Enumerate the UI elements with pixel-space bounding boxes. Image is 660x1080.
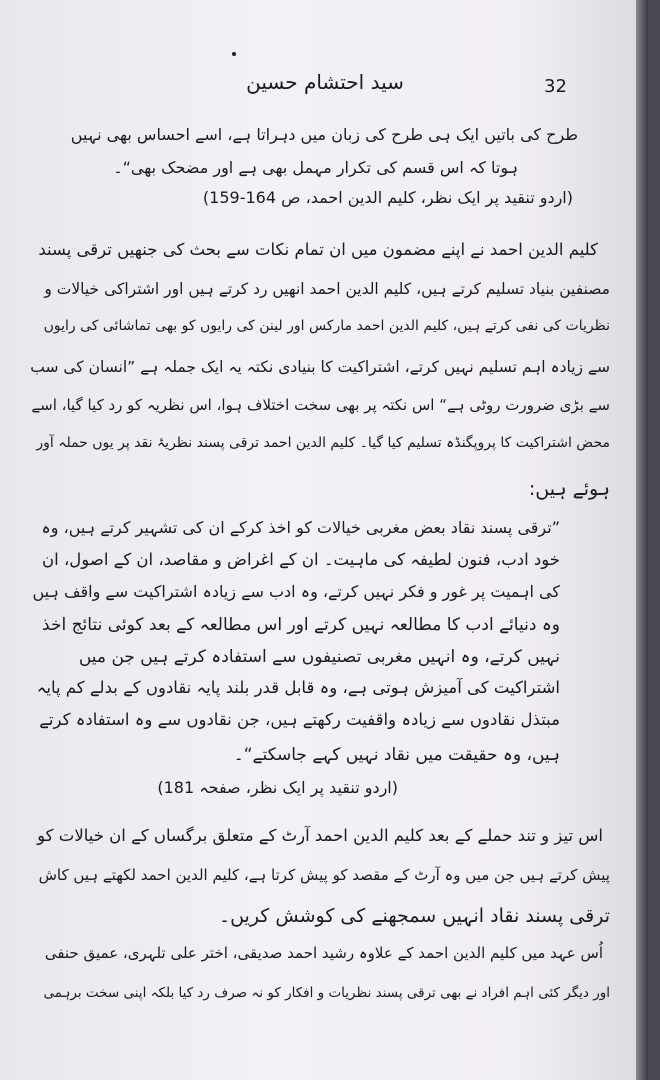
paragraph-line: ہوئے ہیں:: [528, 478, 610, 500]
paragraph-line: اور دیگر کئی اہم افراد نے بھی ترقی پسند نظریات و افکار کو نہ صرف رد کیا بلکہ اپنی سخت برہمی: [43, 985, 610, 1001]
running-header-title: سید احتشام حسین: [246, 70, 404, 94]
paragraph-line: مصنفین بنیاد تسلیم کرتے ہیں، کلیم الدین احمد انھیں رد کرتے ہیں اور اشتراکی خیالات و: [44, 280, 610, 298]
opening-quote-line: ہوتا کہ اس قسم کی تکرار مہمل بھی ہے اور مضحک بھی“۔: [113, 158, 518, 177]
opening-citation: (اردو تنقید پر ایک نظر، کلیم الدین احمد، ص 164-159): [202, 188, 573, 207]
block-quote-line: خود ادب، فنون لطیفہ کی ماہیت۔ ان کے اغراض و مقاصد، ان کے اصول، ان: [42, 550, 560, 569]
block-quote-citation: (اردو تنقید پر ایک نظر، صفحہ 181): [157, 778, 398, 797]
paragraph-line: سے بڑی ضرورت روٹی ہے“ اس نکتہ پر بھی سخت اختلاف ہوا، اس نظریہ کو رد کیا گیا، اسے: [31, 396, 610, 414]
ink-dot: [232, 52, 236, 56]
paragraph-line: پیش کرتے ہیں جن میں وہ آرٹ کے مقصد کو پیش کرتا ہے، کلیم الدین احمد لکھتے ہیں کاش: [38, 866, 610, 884]
paragraph-line: اُس عہد میں کلیم الدین احمد کے علاوہ رشید احمد صدیقی، اختر علی تلہری، عمیق حنفی: [44, 944, 603, 962]
block-quote-line: مبتذل نقادوں سے زیادہ واقفیت رکھتے ہیں، جن نقادوں سے وہ استفادہ کرتے: [39, 710, 560, 729]
paragraph-line: ترقی پسند نقاد انہیں سمجھنے کی کوشش کریں۔: [218, 905, 610, 927]
block-quote-line: ہیں، وہ حقیقت میں نقاد نہیں کہے جاسکتے“۔: [233, 745, 560, 765]
paragraph-line: نظریات کی نفی کرتے ہیں، کلیم الدین احمد مارکس اور لینن کی رایوں کو بھی تماشائی کی رایوں: [43, 318, 610, 334]
page-number: 32: [544, 76, 567, 97]
block-quote-line: وہ دنیائے ادب کا مطالعہ نہیں کرتے اور اس مطالعہ کے بعد کوئی نتائج اخذ: [42, 615, 560, 635]
block-quote-line: اشتراکیت کی آمیزش ہوتی ہے، وہ قابل قدر بلند پایہ نقادوں کے بدلے کم پایہ: [36, 678, 560, 697]
opening-quote-line: طرح کی باتیں ایک ہی طرح کی زبان میں دہراتا ہے، اسے احساس بھی نہیں: [70, 125, 578, 144]
paragraph-line: محض اشتراکیت کا پروپگنڈہ تسلیم کیا گیا۔ کلیم الدین احمد ترقی پسند نظریۂ نقد پر یوں حملہ آور: [36, 435, 610, 451]
paragraph-line: اس تیز و تند حملے کے بعد کلیم الدین احمد آرٹ کے متعلق برگساں کے ان خیالات کو: [37, 826, 603, 845]
paragraph-line: کلیم الدین احمد نے اپنے مضمون میں ان تمام نکات سے بحث کی جنھیں ترقی پسند: [38, 240, 598, 259]
page-edge-shadow: [636, 0, 648, 1080]
block-quote-line: ”ترقی پسند نقاد بعض مغربی خیالات کو اخذ کرکے ان کی تشہیر کرتے ہیں، وہ: [41, 518, 560, 537]
block-quote-line: کی اہمیت پر غور و فکر نہیں کرتے، وہ ادب سے زیادہ اشتراکیت سے واقف ہیں: [32, 582, 560, 601]
paragraph-line: سے زیادہ اہم تسلیم نہیں کرتے، اشتراکیت کا بنیادی نکتہ یہ ایک جملہ ہے ”انسان کی سب: [30, 358, 610, 376]
block-quote-line: نہیں کرتے، وہ انہیں مغربی تصنیفوں سے استفادہ کرتے ہیں جن میں: [78, 647, 560, 667]
